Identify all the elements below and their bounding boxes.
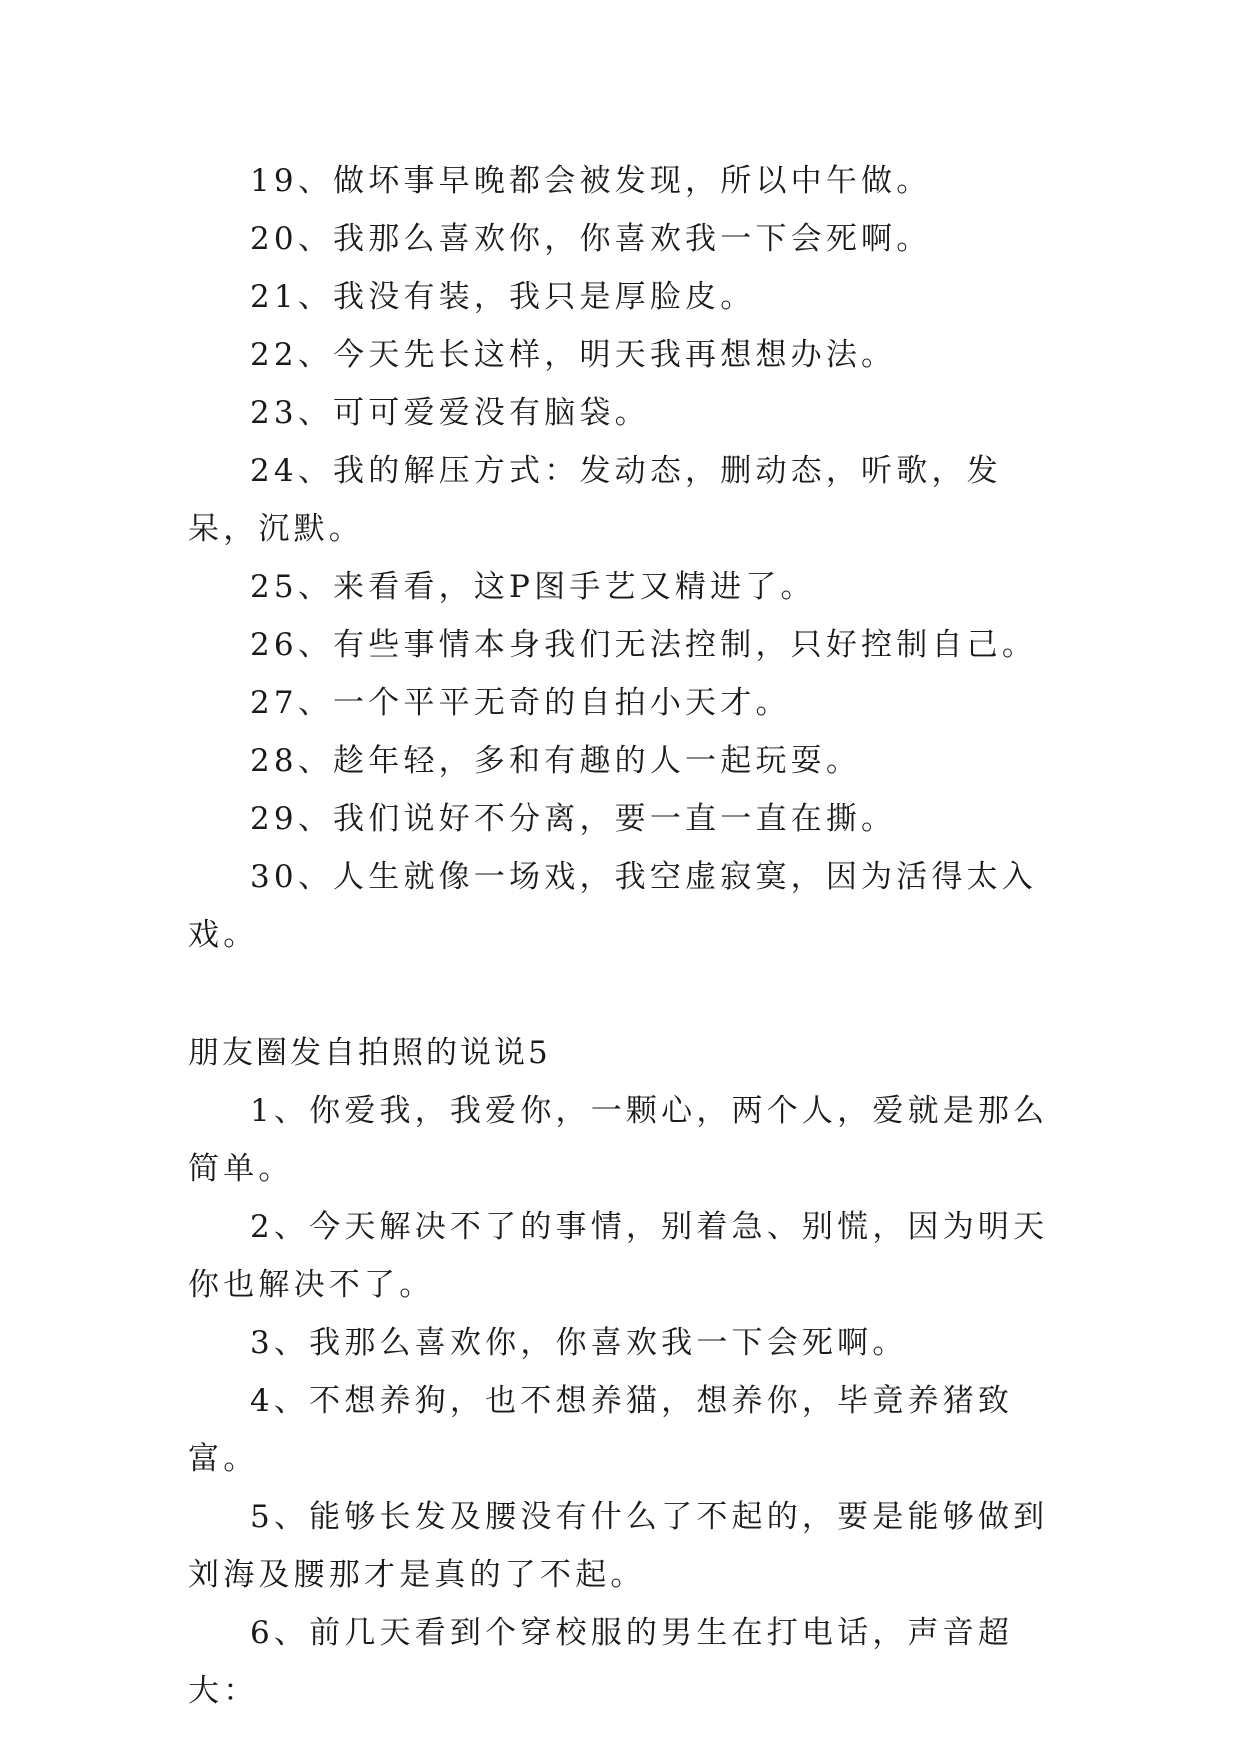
list-item: 21、我没有装，我只是厚脸皮。: [250, 279, 756, 315]
list-item: 1、你爱我，我爱你，一颗心，两个人，爱就是那么简单。: [188, 1093, 1049, 1187]
list-item: 27、一个平平无奇的自拍小天才。: [250, 685, 791, 721]
section-spacer: [188, 964, 1068, 1024]
list-item: 4、不想养狗，也不想养猫，想养你，毕竟养猪致富。: [188, 1383, 1014, 1477]
list-item: 22、今天先长这样，明天我再想想办法。: [250, 337, 897, 373]
list-item: 20、我那么喜欢你，你喜欢我一下会死啊。: [250, 221, 932, 257]
list-item: 6、前几天看到个穿校服的男生在打电话，声音超大：: [188, 1615, 1014, 1709]
list-item: 2、今天解决不了的事情，别着急、别慌，因为明天你也解决不了。: [188, 1209, 1049, 1303]
list-item: 30、人生就像一场戏，我空虚寂寞，因为活得太入戏。: [188, 859, 1038, 953]
list-item: 24、我的解压方式：发动态，删动态，听歌，发呆，沉默。: [188, 453, 1002, 547]
list-item: 23、可可爱爱没有脑袋。: [250, 395, 650, 431]
list-item: 26、有些事情本身我们无法控制，只好控制自己。: [250, 627, 1038, 663]
list-item: 3、我那么喜欢你，你喜欢我一下会死啊。: [250, 1325, 908, 1361]
list-item: 28、趁年轻，多和有趣的人一起玩耍。: [250, 743, 862, 779]
document-body: [188, 152, 1068, 1720]
list-item: 5、能够长发及腰没有什么了不起的，要是能够做到刘海及腰那才是真的了不起。: [188, 1499, 1049, 1593]
list-item: 25、来看看，这P图手艺又精进了。: [250, 569, 816, 605]
list-item: 29、我们说好不分离，要一直一直在撕。: [250, 801, 897, 837]
section-title: 朋友圈发自拍照的说说5: [188, 1035, 551, 1071]
list-item: 19、做坏事早晚都会被发现，所以中午做。: [250, 163, 932, 199]
